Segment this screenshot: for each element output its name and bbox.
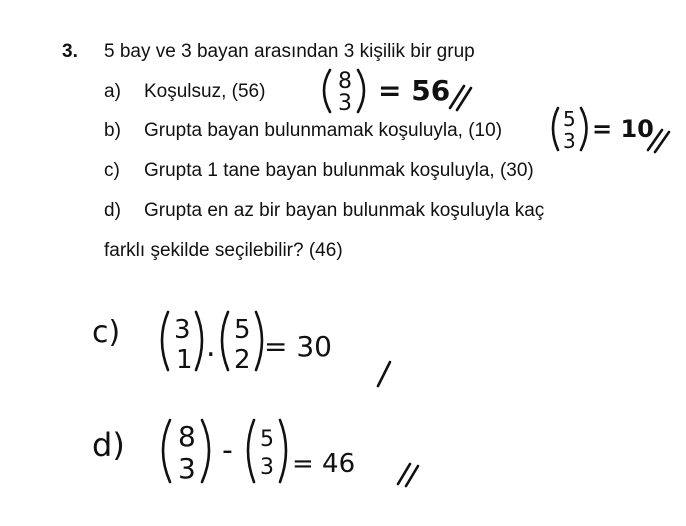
binom2-bottom: 2 [234,345,251,375]
result: = 46 [292,449,356,479]
paren-right [581,108,587,150]
handwritten-answer-d [92,412,442,492]
final-mark [378,362,390,386]
question-continuation: farklı şekilde seçilebilir? (46) [104,240,343,261]
item-b-text: Grupta bayan bulunmamak koşuluyla, (10) [144,120,503,141]
item-c-label: c) [104,160,120,181]
result: = 10 [592,115,654,143]
result: = 56 [378,74,451,107]
paren-right-1 [196,312,202,370]
paren-right [358,70,364,112]
item-b-label: b) [104,120,121,141]
binom1-top: 8 [178,420,196,453]
paren-left [324,70,330,112]
binom-top: 5 [563,107,576,131]
item-a-text: Koşulsuz, (56) [144,81,266,102]
binom-bottom: 3 [338,91,352,116]
product-dot: . [206,329,216,364]
binom2-top: 5 [260,427,274,452]
binom-bottom: 3 [563,129,576,153]
paren-left-2 [248,420,254,482]
item-d-label: d) [104,200,121,221]
paren-left-1 [163,420,170,482]
binom2-bottom: 3 [260,455,274,480]
binom-top: 8 [338,69,352,94]
paren-left-1 [162,312,168,370]
part-label: c) [92,315,121,350]
handwritten-answer-a [318,64,488,124]
binom2-top: 5 [234,315,251,345]
item-d-text: Grupta en az bir bayan bulunmak koşuluyla kaç [144,200,545,221]
item-c-text: Grupta 1 tane bayan bulunmak koşuluyla, (30) [144,160,534,181]
part-label: d) [92,426,125,464]
paren-left-2 [222,312,228,370]
result: = 30 [264,330,332,363]
question-intro: 5 bay ve 3 bayan arasından 3 kişilik bir grup [104,41,475,62]
paren-right-2 [256,312,262,370]
binom1-top: 3 [174,315,191,345]
minus-sign: - [222,433,233,468]
question-number: 3. [62,41,78,62]
paren-right-1 [202,420,209,482]
paren-left [553,108,558,150]
handwritten-answer-b [548,104,678,164]
item-a-label: a) [104,81,121,102]
binom1-bottom: 1 [176,345,193,375]
handwritten-answer-c [92,302,412,382]
paren-right-2 [280,420,286,482]
binom1-bottom: 3 [178,452,196,485]
